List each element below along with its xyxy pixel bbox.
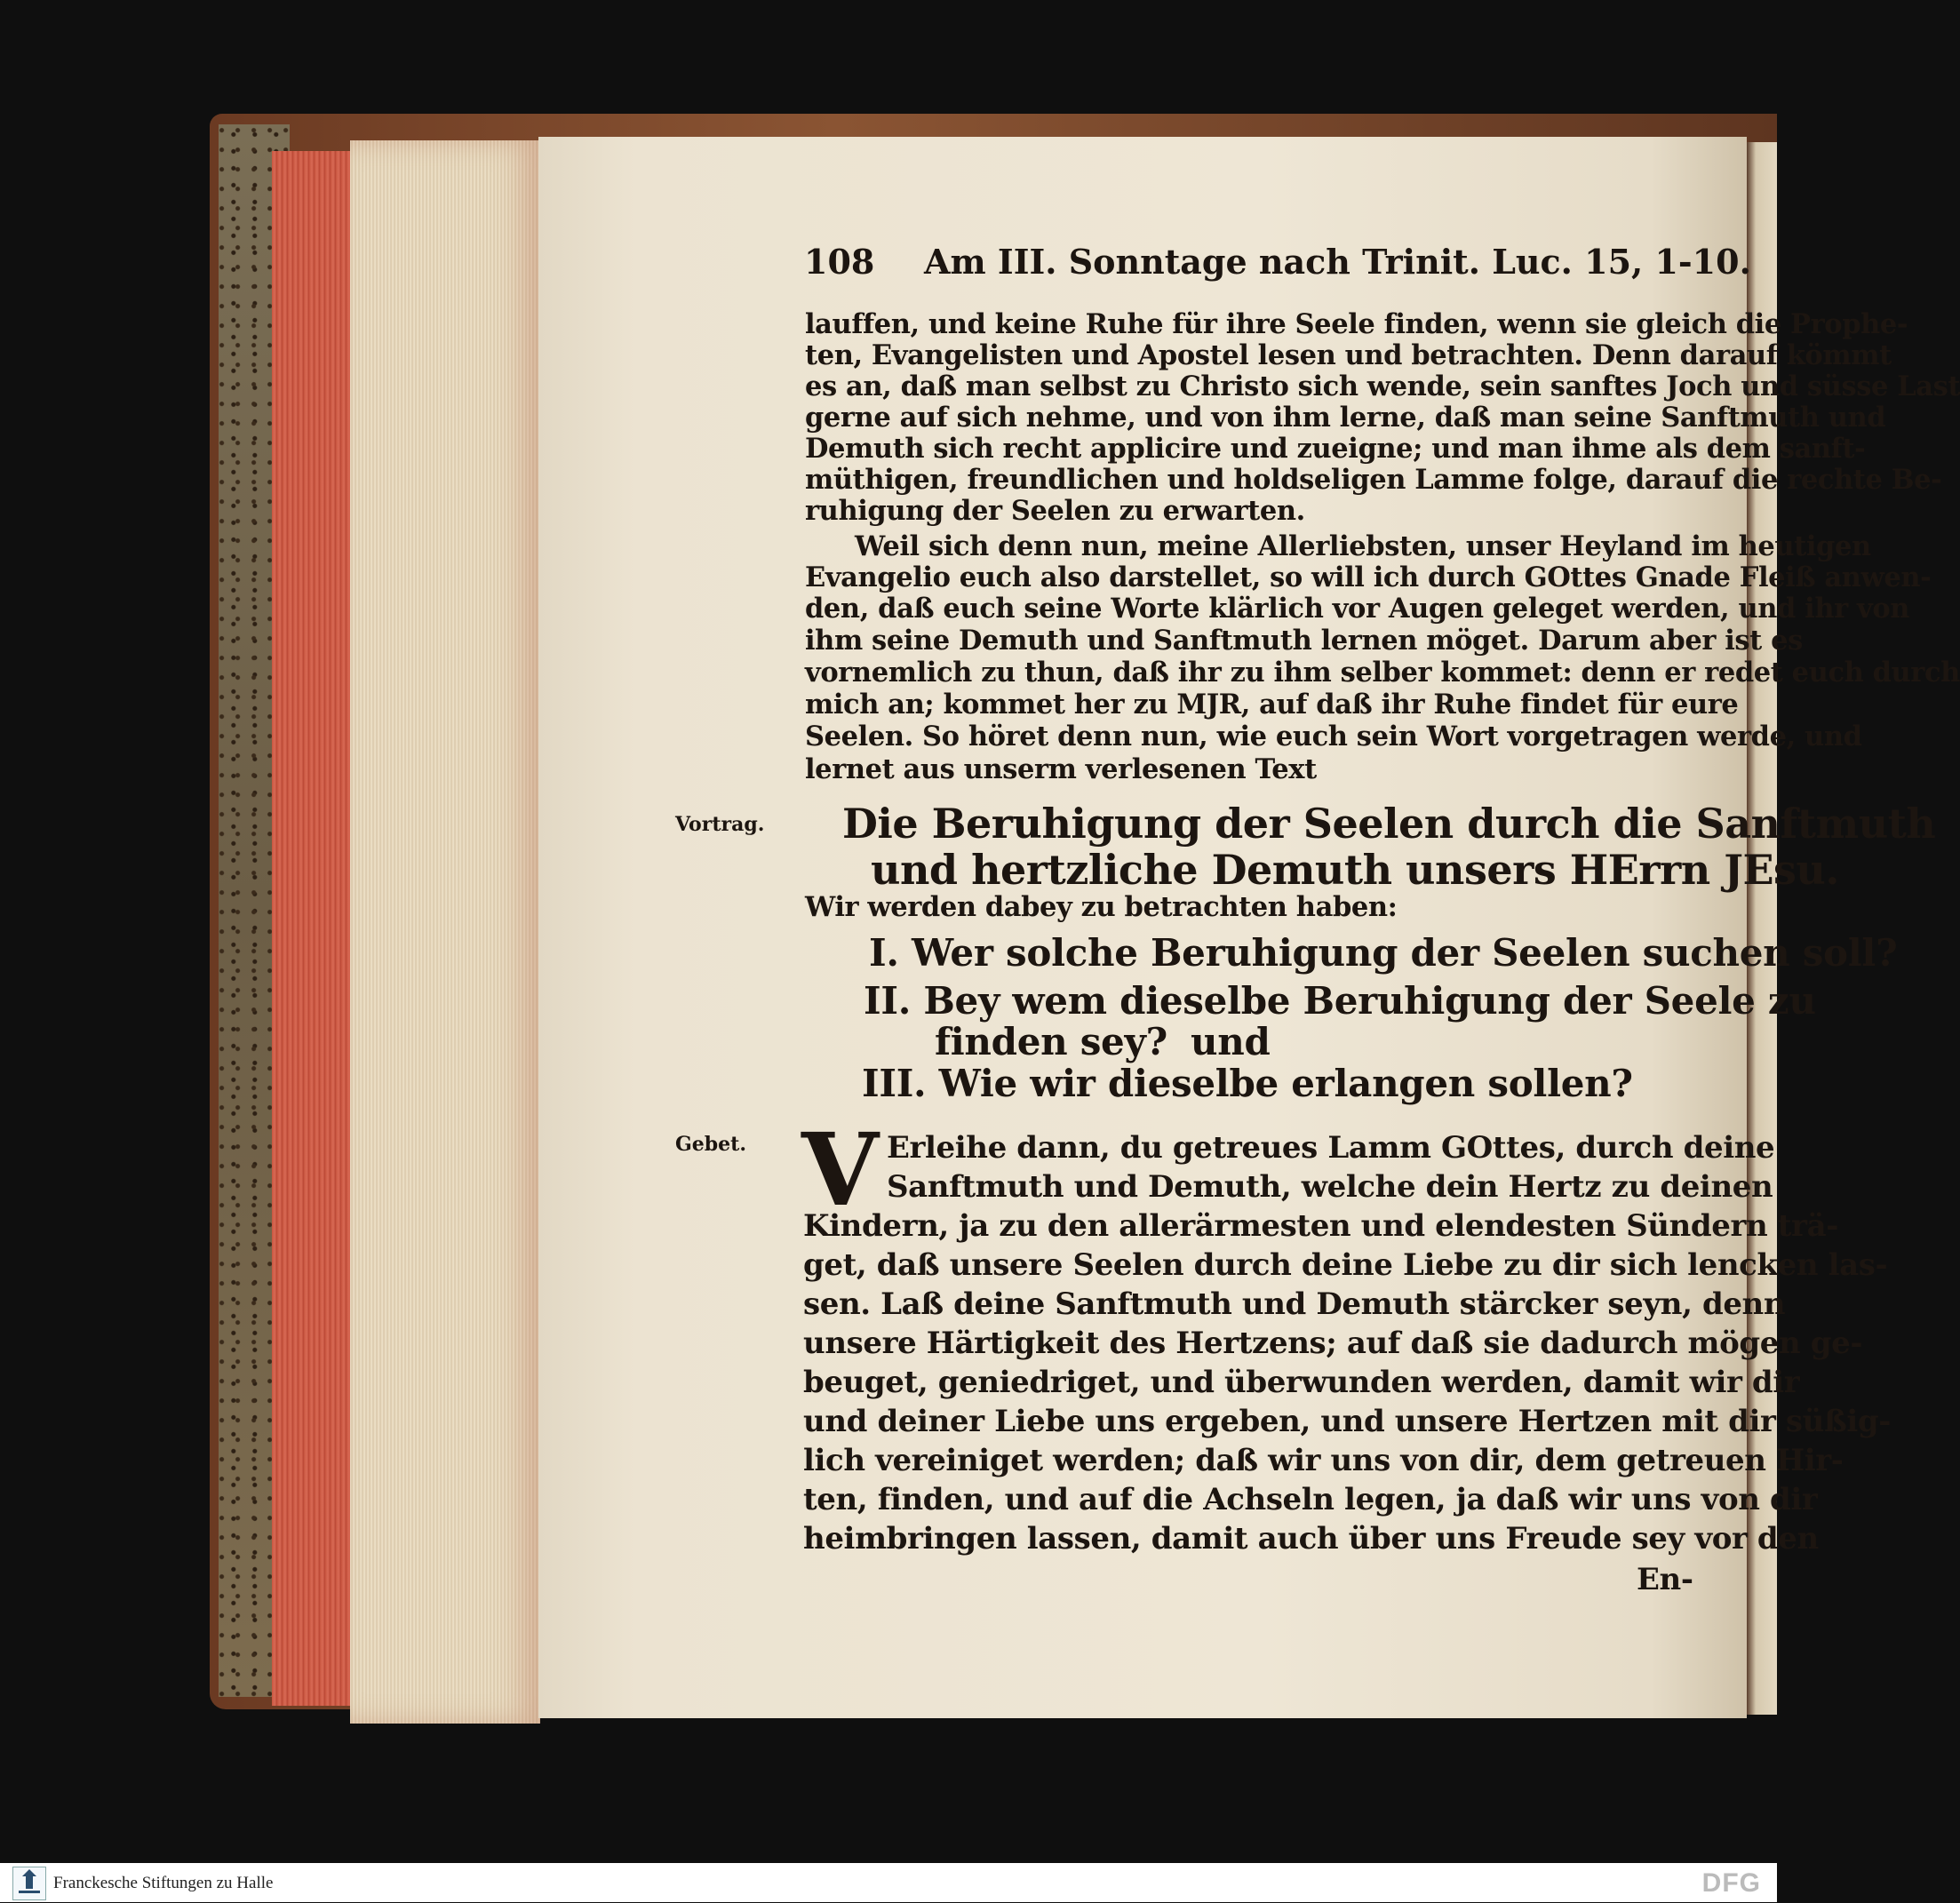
text-line: den, daß euch seine Worte klärlich vor Augen geleget werden, und ihr von [805, 593, 1910, 625]
point-2-conjunction: und [1191, 1020, 1271, 1063]
point-2: II. Bey wem dieselbe Beruhigung der Seele zu [864, 979, 1816, 1023]
sermon-title-line2: und hertzliche Demuth unsers HErrn JEsu. [871, 846, 1839, 894]
institution-logo-icon [12, 1867, 46, 1900]
text-line: mich an; kommet her zu MJR, auf daß ihr Ruhe findet für eure [805, 689, 1739, 721]
page-stack-edge [350, 140, 540, 1724]
sermon-title-line1: Die Beruhigung der Seelen durch die Sanftmuth [842, 800, 1936, 848]
text-line: gerne auf sich nehme, und von ihm lerne, daß man seine Sanftmuth und [805, 402, 1886, 434]
prayer-line: Erleihe dann, du getreues Lamm GOttes, durch deine [887, 1130, 1775, 1166]
red-fore-edge [272, 151, 350, 1706]
text-line: Weil sich denn nun, meine Allerliebsten, unser Heyland im heutigen [855, 530, 1871, 562]
text-line: müthigen, freundlichen und holdseligen Lamme folge, darauf die rechte Be- [805, 464, 1942, 496]
institution-name: Franckesche Stiftungen zu Halle [53, 1874, 274, 1892]
text-line: Evangelio euch also darstellet, so will ich durch GOttes Gnade Fleiß anwen- [805, 561, 1932, 593]
prayer-line: unsere Härtigkeit des Hertzens; auf daß sie dadurch mögen ge- [803, 1326, 1863, 1361]
viewer-footer [0, 1863, 1777, 1902]
point-1: I. Wer solche Beruhigung der Seelen suchen soll? [869, 931, 1898, 975]
text-line: vornemlich zu thun, daß ihr zu ihm selber kommet: denn er redet euch durch [805, 657, 1960, 689]
prayer-line: get, daß unsere Seelen durch deine Liebe zu dir sich lencken las- [803, 1247, 1888, 1283]
prayer-line: heimbringen lassen, damit auch über uns Freude sey vor den [803, 1521, 1819, 1557]
running-title: Am III. Sonntage nach Trinit. Luc. 15, 1-10. [924, 242, 1751, 282]
prayer-line: sen. Laß deine Sanftmuth und Demuth stärcker seyn, denn [803, 1286, 1786, 1322]
drop-capital: V [801, 1112, 879, 1229]
prayer-line: Sanftmuth und Demuth, welche dein Hertz zu deinen [887, 1169, 1773, 1205]
prayer-line: lich vereiniget werden; daß wir uns von dir, dem getreuen Hir- [803, 1443, 1844, 1478]
prayer-line: ten, finden, und auf die Achseln legen, ja daß wir uns von dir [803, 1482, 1818, 1517]
point-2-continued: finden sey? [935, 1020, 1167, 1063]
margin-label-gebet: Gebet. [675, 1133, 746, 1156]
margin-label-vortrag: Vortrag. [675, 813, 765, 836]
text-line: lauffen, und keine Ruhe für ihre Seele finden, wenn sie gleich die Prophe- [805, 308, 1908, 340]
text-line: ruhigung der Seelen zu erwarten. [805, 495, 1305, 527]
text-line: lernet aus unserm verlesenen Text [805, 753, 1317, 785]
prayer-line: beuget, geniedriget, und überwunden werden, damit wir dir [803, 1365, 1800, 1400]
prayer-line: Kindern, ja zu den allerärmesten und elendesten Sündern trä- [803, 1208, 1838, 1244]
point-3: III. Wie wir dieselbe erlangen sollen? [862, 1062, 1633, 1105]
text-line: es an, daß man selbst zu Christo sich wende, sein sanftes Joch und süsse Last [805, 370, 1960, 402]
points-intro: Wir werden dabey zu betrachten haben: [805, 891, 1398, 923]
text-line: ten, Evangelisten und Apostel lesen und betrachten. Denn darauf kömmt [805, 339, 1892, 371]
dfg-logo: DFG [1701, 1868, 1761, 1898]
text-line: Demuth sich recht applicire und zueigne; und man ihme als dem sanft- [805, 433, 1866, 465]
page-number: 108 [804, 242, 875, 282]
text-line: ihm seine Demuth und Sanftmuth lernen möget. Darum aber ist es [805, 625, 1803, 657]
text-line: Seelen. So höret denn nun, wie euch sein Wort vorgetragen werde, und [805, 721, 1862, 752]
prayer-line: und deiner Liebe uns ergeben, und unsere Hertzen mit dir süßig- [803, 1404, 1892, 1439]
catchword: En- [1637, 1562, 1693, 1597]
